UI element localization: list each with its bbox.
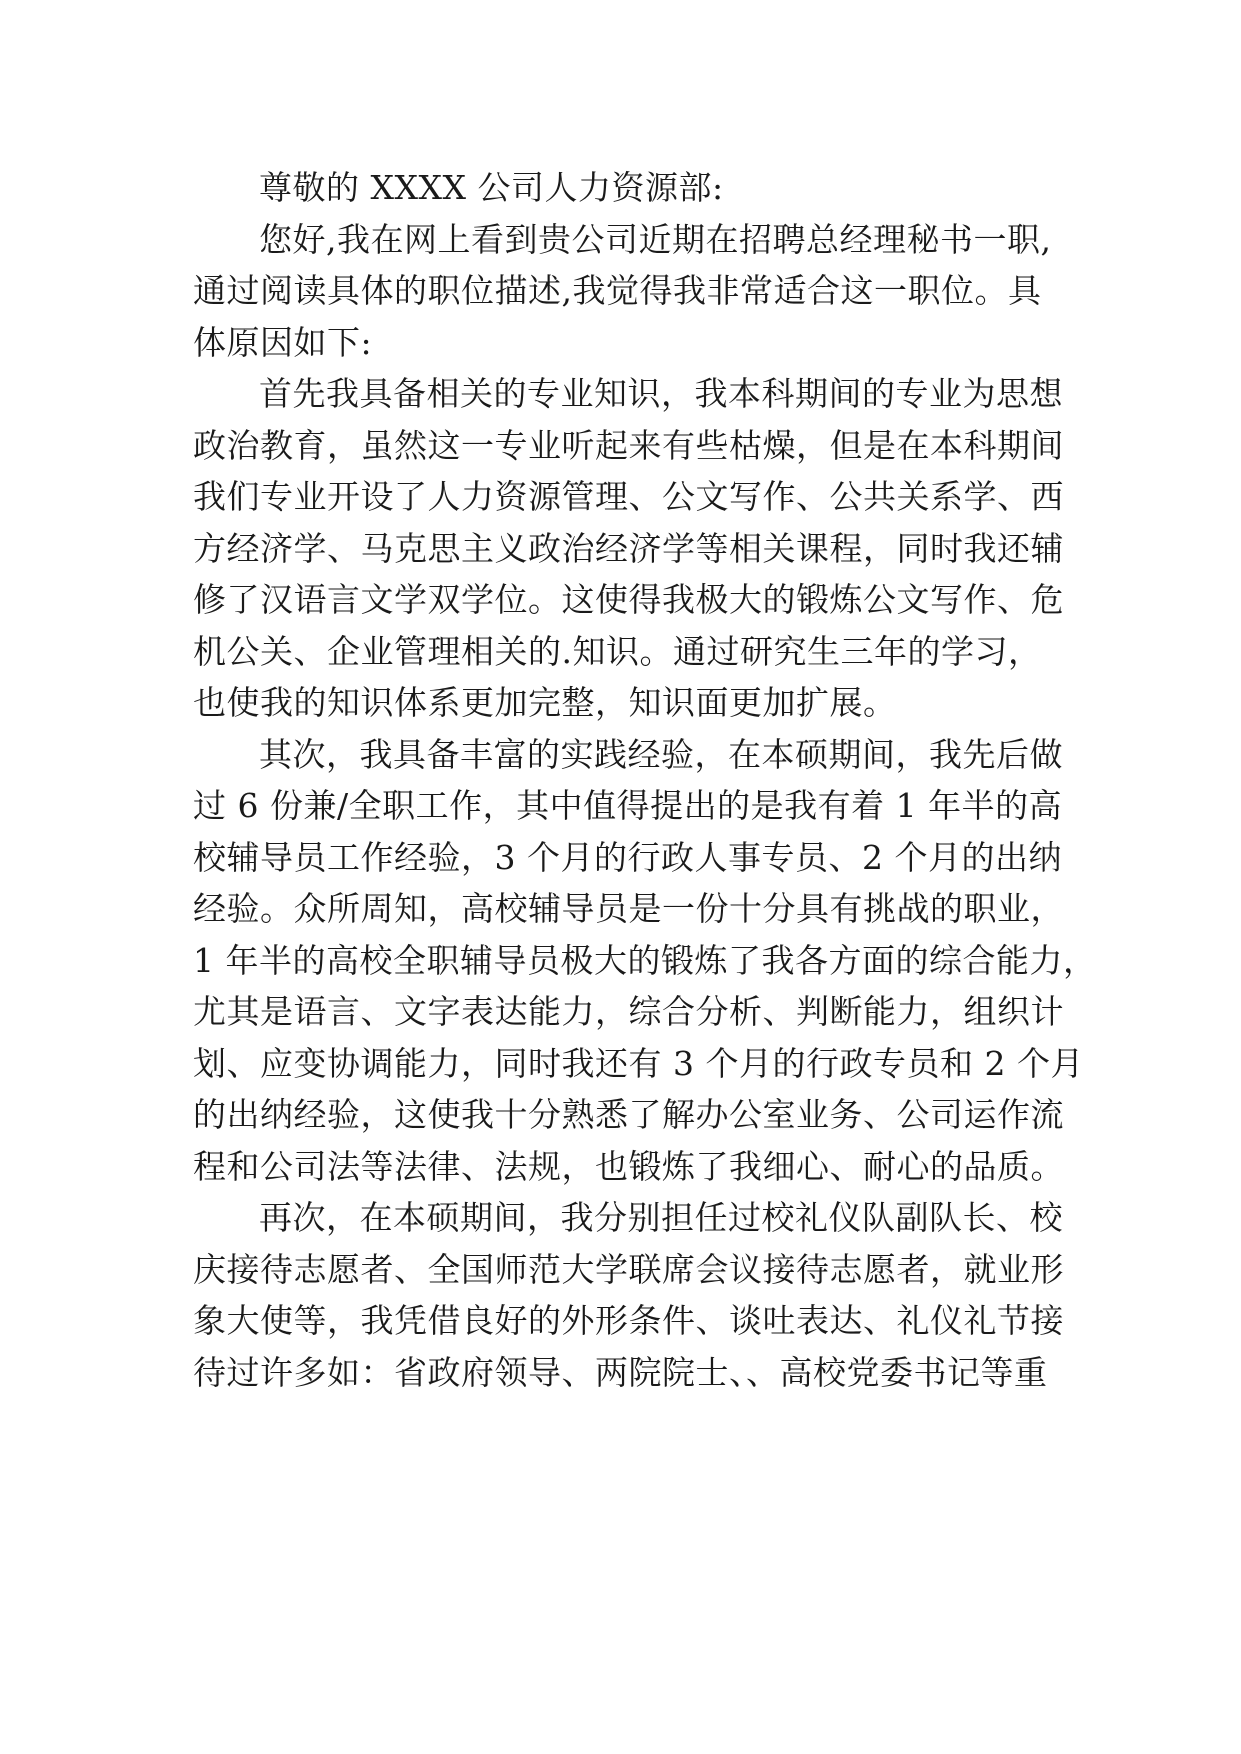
paragraph-line: 其次，我具备丰富的实践经验，在本硕期间，我先后做	[259, 734, 1063, 774]
paragraph-line: 机公关、企业管理相关的.知识。通过研究生三年的学习，	[193, 631, 1042, 671]
paragraph-line: 程和公司法等法律、法规，也锻炼了我细心、耐心的品质。	[193, 1146, 1064, 1186]
paragraph-line: 我们专业开设了人力资源管理、公文写作、公共关系学、西	[193, 477, 1064, 516]
letter-body	[193, 162, 1097, 1398]
paragraph-line: 政治教育，虽然这一专业听起来有些枯燥，但是在本科期间	[193, 425, 1064, 465]
paragraph-line: 修了汉语言文学双学位。这使得我极大的锻炼公文写作、危	[193, 580, 1064, 619]
paragraph-line: 过 6 份兼/全职工作，其中值得提出的是我有着 1 年半的高	[193, 786, 1063, 825]
paragraph-line: 您好,我在网上看到贵公司近期在招聘总经理秘书一职,	[259, 219, 1052, 259]
paragraph-line: 待过许多如：省政府领导、两院院士、、高校党委书记等重	[193, 1352, 1048, 1392]
paragraph-line: 象大使等，我凭借良好的外形条件、谈吐表达、礼仪礼节接	[193, 1301, 1064, 1340]
paragraph-line: 再次，在本硕期间，我分别担任过校礼仪队副队长、校	[259, 1198, 1063, 1237]
paragraph-line: 也使我的知识体系更加完整，知识面更加扩展。	[193, 683, 897, 722]
paragraph-line: 方经济学、马克思主义政治经济学等相关课程，同时我还辅	[193, 528, 1064, 568]
paragraph-line: 庆接待志愿者、全国师范大学联席会议接待志愿者，就业形	[193, 1249, 1064, 1289]
paragraph-line: 尤其是语言、文字表达能力，综合分析、判断能力，组织计	[193, 992, 1064, 1031]
paragraph-line: 1 年半的高校全职辅导员极大的锻炼了我各方面的综合能力，	[193, 940, 1097, 980]
paragraph-line: 的出纳经验，这使我十分熟悉了解办公室业务、公司运作流	[193, 1095, 1064, 1134]
paragraph-line: 首先我具备相关的专业知识，我本科期间的专业为思想	[259, 374, 1063, 413]
paragraph-line: 通过阅读具体的职位描述,我觉得我非常适合这一职位。具	[193, 271, 1042, 310]
paragraph-line: 划、应变协调能力，同时我还有 3 个月的行政专员和 2 个月	[193, 1043, 1084, 1083]
salutation: 尊敬的 XXXX 公司人力资源部:	[259, 168, 724, 207]
paragraph-line: 体原因如下:	[193, 322, 373, 362]
paragraph-line: 校辅导员工作经验，3 个月的行政人事专员、2 个月的出纳	[193, 837, 1062, 877]
paragraph-line: 经验。众所周知，高校辅导员是一份十分具有挑战的职业，	[193, 889, 1064, 928]
